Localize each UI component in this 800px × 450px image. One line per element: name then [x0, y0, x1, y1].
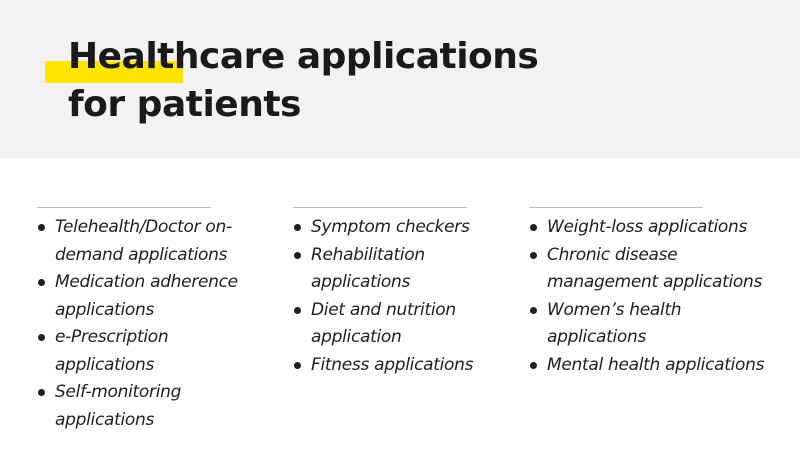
column-1-list — [37, 214, 267, 434]
list-item — [529, 242, 791, 297]
column-3-divider — [529, 207, 703, 208]
list-item-text: Diet and nutrition — [311, 299, 456, 320]
bullet-icon — [38, 334, 45, 341]
column-2 — [293, 207, 508, 379]
list-item-text: applications — [55, 354, 155, 375]
list-item — [293, 214, 508, 242]
list-item-text: Weight-loss applications — [547, 217, 748, 237]
bullet-icon — [38, 389, 45, 396]
list-item — [529, 214, 791, 242]
list-item-text: Women’s health — [547, 299, 682, 320]
list-item-text: applications — [55, 299, 155, 320]
bullet-icon — [530, 252, 537, 259]
list-item — [293, 242, 508, 297]
list-item-text: Chronic disease — [547, 244, 678, 265]
slide-title — [68, 33, 538, 129]
list-item — [37, 379, 267, 434]
list-item — [37, 269, 267, 324]
list-item — [293, 352, 508, 380]
list-item — [529, 297, 791, 352]
column-1-divider — [37, 207, 211, 208]
bullet-icon — [530, 307, 537, 314]
list-item-text: applications — [547, 327, 647, 347]
column-1 — [37, 207, 267, 434]
title-banner — [0, 0, 800, 158]
column-3-list — [529, 214, 791, 379]
list-item-text: Medication adherence — [55, 272, 238, 292]
slide-title-line-2: for patients — [68, 84, 301, 125]
bullet-icon — [530, 362, 537, 369]
bullet-icon — [294, 224, 301, 231]
column-2-list — [293, 214, 508, 379]
list-item-text: application — [311, 327, 402, 347]
column-2-divider — [293, 207, 467, 208]
bullet-icon — [530, 224, 537, 231]
list-item-text: Fitness applications — [311, 354, 474, 375]
list-item-text: Rehabilitation — [311, 244, 425, 265]
list-item — [293, 297, 508, 352]
bullet-icon — [294, 307, 301, 314]
list-item-text: applications — [311, 272, 411, 292]
bullet-icon — [38, 224, 45, 231]
list-item-text: Mental health applications — [547, 354, 765, 375]
list-item — [37, 214, 267, 269]
column-3 — [529, 207, 791, 379]
list-item-text: demand applications — [55, 244, 228, 265]
list-item — [37, 324, 267, 379]
bullet-icon — [294, 362, 301, 369]
list-item-text: applications — [55, 409, 155, 430]
list-item-text: e-Prescription — [55, 327, 169, 347]
list-item — [529, 352, 791, 380]
bullet-icon — [38, 279, 45, 286]
list-item-text: Self-monitoring — [55, 382, 182, 402]
slide-title-line-1: Healthcare applications — [68, 36, 539, 77]
bullet-icon — [294, 252, 301, 259]
list-item-text: management applications — [547, 272, 763, 292]
list-item-text: Telehealth/Doctor on- — [55, 217, 232, 237]
list-item-text: Symptom checkers — [311, 217, 470, 237]
